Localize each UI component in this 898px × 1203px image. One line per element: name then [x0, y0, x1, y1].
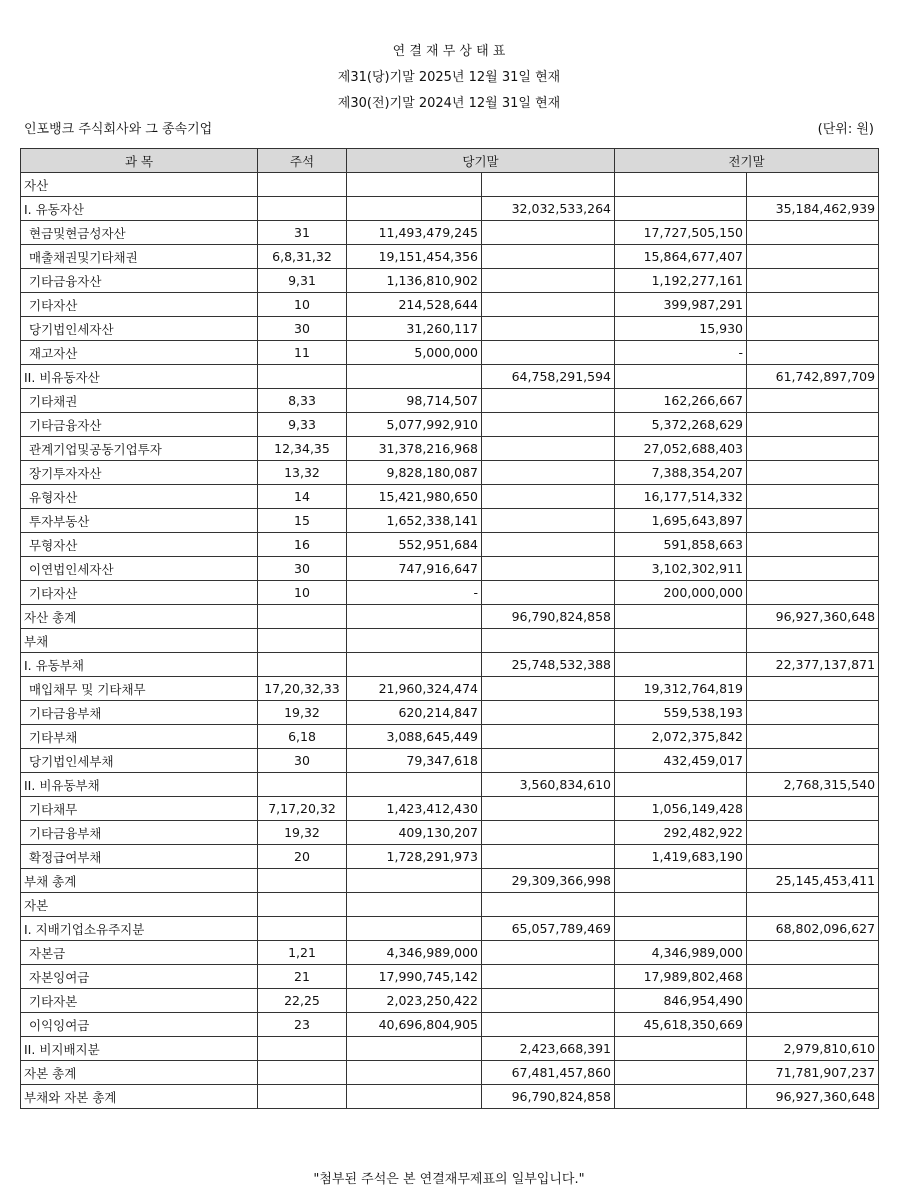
account-name-cell: 이익잉여금 [21, 1013, 258, 1037]
account-name-cell: 관계기업및공동기업투자 [21, 437, 258, 461]
prior-detail-cell: 1,695,643,897 [615, 509, 747, 533]
note-cell [258, 653, 347, 677]
footnote: "첨부된 주석은 본 연결재무제표의 일부입니다." [313, 1172, 585, 1187]
table-row [21, 485, 879, 509]
statement-title: 연 결 재 무 상 태 표 [392, 44, 506, 59]
account-name-cell: I. 지배기업소유주지분 [21, 917, 258, 941]
note-cell: 23 [258, 1013, 347, 1037]
current-detail-cell: 1,136,810,902 [347, 269, 482, 293]
account-name-cell: 자본잉여금 [21, 965, 258, 989]
table-row [21, 581, 879, 605]
table-row [21, 1013, 879, 1037]
current-detail-cell: 5,000,000 [347, 341, 482, 365]
current-detail-cell: 5,077,992,910 [347, 413, 482, 437]
current-detail-cell: 11,493,479,245 [347, 221, 482, 245]
account-name-cell: 기타채무 [21, 797, 258, 821]
note-cell [258, 1061, 347, 1085]
account-name-cell: 무형자산 [21, 533, 258, 557]
current-detail-cell: 79,347,618 [347, 749, 482, 773]
account-name-cell: 이연법인세자산 [21, 557, 258, 581]
note-cell: 11 [258, 341, 347, 365]
account-name-cell: 기타자산 [21, 581, 258, 605]
table-row [21, 461, 879, 485]
table-row [21, 989, 879, 1013]
prior-subtotal-cell [747, 221, 879, 245]
table-row [21, 797, 879, 821]
prior-subtotal-cell [747, 461, 879, 485]
current-subtotal-cell [482, 893, 615, 917]
table-row [21, 629, 879, 653]
current-subtotal-cell [482, 581, 615, 605]
current-detail-cell: 19,151,454,356 [347, 245, 482, 269]
prior-detail-cell: 1,056,149,428 [615, 797, 747, 821]
prior-subtotal-cell: 25,145,453,411 [747, 869, 879, 893]
account-name-cell: 매출채권및기타채권 [21, 245, 258, 269]
current-detail-cell [347, 629, 482, 653]
note-cell [258, 893, 347, 917]
table-row [21, 365, 879, 389]
table-row [21, 701, 879, 725]
current-detail-cell: 2,023,250,422 [347, 989, 482, 1013]
current-subtotal-cell: 64,758,291,594 [482, 365, 615, 389]
prior-detail-cell: 17,989,802,468 [615, 965, 747, 989]
prior-subtotal-cell: 96,927,360,648 [747, 605, 879, 629]
prior-detail-cell: 5,372,268,629 [615, 413, 747, 437]
current-subtotal-cell: 29,309,366,998 [482, 869, 615, 893]
prior-detail-cell [615, 1085, 747, 1109]
table-row [21, 269, 879, 293]
note-cell [258, 197, 347, 221]
current-detail-cell [347, 893, 482, 917]
prior-detail-cell: 3,102,302,911 [615, 557, 747, 581]
prior-detail-cell: 7,388,354,207 [615, 461, 747, 485]
account-name-cell: 자본 [21, 893, 258, 917]
prior-detail-cell: 200,000,000 [615, 581, 747, 605]
current-detail-cell: 40,696,804,905 [347, 1013, 482, 1037]
table-row [21, 341, 879, 365]
current-detail-cell: 1,652,338,141 [347, 509, 482, 533]
table-row [21, 437, 879, 461]
account-name-cell: 기타금융부채 [21, 701, 258, 725]
table-row [21, 557, 879, 581]
prior-subtotal-cell [747, 1013, 879, 1037]
table-body [21, 173, 879, 1109]
current-detail-cell [347, 869, 482, 893]
table-row [21, 725, 879, 749]
table-row [21, 533, 879, 557]
current-subtotal-cell: 96,790,824,858 [482, 1085, 615, 1109]
current-subtotal-cell [482, 965, 615, 989]
note-cell [258, 917, 347, 941]
account-name-cell: 부채와 자본 총계 [21, 1085, 258, 1109]
current-detail-cell: 17,990,745,142 [347, 965, 482, 989]
current-detail-cell: 9,828,180,087 [347, 461, 482, 485]
note-cell: 10 [258, 293, 347, 317]
note-cell: 9,33 [258, 413, 347, 437]
prior-subtotal-cell: 22,377,137,871 [747, 653, 879, 677]
account-name-cell: 투자부동산 [21, 509, 258, 533]
note-cell: 13,32 [258, 461, 347, 485]
table-row [21, 413, 879, 437]
current-detail-cell: 214,528,644 [347, 293, 482, 317]
current-detail-cell [347, 653, 482, 677]
prior-subtotal-cell [747, 797, 879, 821]
prior-subtotal-cell [747, 293, 879, 317]
account-name-cell: 부채 총계 [21, 869, 258, 893]
prior-subtotal-cell: 2,979,810,610 [747, 1037, 879, 1061]
note-cell [258, 605, 347, 629]
current-detail-cell [347, 605, 482, 629]
account-name-cell: 기타채권 [21, 389, 258, 413]
note-cell [258, 629, 347, 653]
note-cell: 30 [258, 317, 347, 341]
prior-detail-cell: 399,987,291 [615, 293, 747, 317]
prior-subtotal-cell [747, 845, 879, 869]
prior-subtotal-cell [747, 965, 879, 989]
prior-detail-cell: 846,954,490 [615, 989, 747, 1013]
table-row [21, 869, 879, 893]
current-detail-cell [347, 917, 482, 941]
prior-detail-cell [615, 893, 747, 917]
prior-detail-cell: - [615, 341, 747, 365]
prior-subtotal-cell [747, 509, 879, 533]
col-header-note: 주석 [258, 149, 347, 173]
account-name-cell: 기타금융부채 [21, 821, 258, 845]
current-subtotal-cell: 96,790,824,858 [482, 605, 615, 629]
prior-subtotal-cell: 71,781,907,237 [747, 1061, 879, 1085]
table-row [21, 941, 879, 965]
note-cell: 8,33 [258, 389, 347, 413]
table-row [21, 173, 879, 197]
prior-detail-cell: 17,727,505,150 [615, 221, 747, 245]
table-row [21, 605, 879, 629]
account-name-cell: 장기투자자산 [21, 461, 258, 485]
current-subtotal-cell [482, 269, 615, 293]
prior-subtotal-cell: 96,927,360,648 [747, 1085, 879, 1109]
table-row [21, 1061, 879, 1085]
current-detail-cell: 1,423,412,430 [347, 797, 482, 821]
prior-detail-cell [615, 173, 747, 197]
prior-detail-cell [615, 653, 747, 677]
unit-label: (단위: 원) [817, 122, 874, 137]
table-row [21, 1037, 879, 1061]
prior-subtotal-cell [747, 437, 879, 461]
account-name-cell: 기타자본 [21, 989, 258, 1013]
prior-subtotal-cell [747, 389, 879, 413]
prior-detail-cell: 432,459,017 [615, 749, 747, 773]
current-subtotal-cell [482, 485, 615, 509]
note-cell: 16 [258, 533, 347, 557]
note-cell: 10 [258, 581, 347, 605]
current-subtotal-cell [482, 173, 615, 197]
current-detail-cell [347, 773, 482, 797]
prior-subtotal-cell [747, 749, 879, 773]
account-name-cell: 매입채무 및 기타채무 [21, 677, 258, 701]
current-subtotal-cell [482, 845, 615, 869]
account-name-cell: 기타자산 [21, 293, 258, 317]
note-cell: 9,31 [258, 269, 347, 293]
prior-detail-cell [615, 365, 747, 389]
note-cell: 12,34,35 [258, 437, 347, 461]
prior-subtotal-cell [747, 245, 879, 269]
current-detail-cell [347, 1061, 482, 1085]
prior-subtotal-cell [747, 725, 879, 749]
prior-subtotal-cell [747, 893, 879, 917]
account-name-cell: II. 비지배지분 [21, 1037, 258, 1061]
prior-detail-cell: 16,177,514,332 [615, 485, 747, 509]
prior-detail-cell [615, 629, 747, 653]
current-subtotal-cell: 3,560,834,610 [482, 773, 615, 797]
note-cell [258, 1085, 347, 1109]
current-detail-cell: 21,960,324,474 [347, 677, 482, 701]
current-detail-cell: 552,951,684 [347, 533, 482, 557]
current-detail-cell [347, 365, 482, 389]
current-subtotal-cell [482, 701, 615, 725]
account-name-cell: 유형자산 [21, 485, 258, 509]
current-subtotal-cell [482, 245, 615, 269]
current-subtotal-cell [482, 317, 615, 341]
note-cell: 20 [258, 845, 347, 869]
prior-detail-cell [615, 1061, 747, 1085]
prior-detail-cell: 1,419,683,190 [615, 845, 747, 869]
prior-detail-cell: 292,482,922 [615, 821, 747, 845]
account-name-cell: 확정급여부채 [21, 845, 258, 869]
prior-detail-cell [615, 869, 747, 893]
prior-subtotal-cell: 61,742,897,709 [747, 365, 879, 389]
current-subtotal-cell [482, 557, 615, 581]
note-cell: 31 [258, 221, 347, 245]
table-row [21, 293, 879, 317]
table-row [21, 773, 879, 797]
note-cell: 30 [258, 557, 347, 581]
prior-subtotal-cell [747, 485, 879, 509]
current-subtotal-cell [482, 293, 615, 317]
table-row [21, 653, 879, 677]
account-name-cell: 자산 [21, 173, 258, 197]
table-row [21, 917, 879, 941]
prior-detail-cell [615, 605, 747, 629]
note-cell [258, 869, 347, 893]
account-name-cell: II. 비유동자산 [21, 365, 258, 389]
current-subtotal-cell [482, 341, 615, 365]
table-row [21, 893, 879, 917]
prior-subtotal-cell [747, 677, 879, 701]
current-subtotal-cell [482, 725, 615, 749]
col-header-current: 당기말 [347, 149, 615, 173]
note-cell [258, 173, 347, 197]
prior-detail-cell [615, 197, 747, 221]
prior-subtotal-cell: 35,184,462,939 [747, 197, 879, 221]
prior-detail-cell: 2,072,375,842 [615, 725, 747, 749]
note-cell: 17,20,32,33 [258, 677, 347, 701]
prior-subtotal-cell [747, 533, 879, 557]
current-detail-cell: 747,916,647 [347, 557, 482, 581]
current-detail-cell: 409,130,207 [347, 821, 482, 845]
table-row [21, 389, 879, 413]
note-cell: 6,18 [258, 725, 347, 749]
prior-detail-cell: 45,618,350,669 [615, 1013, 747, 1037]
current-subtotal-cell: 32,032,533,264 [482, 197, 615, 221]
current-subtotal-cell [482, 821, 615, 845]
balance-sheet-table [20, 148, 879, 1109]
table-header-row [21, 149, 879, 173]
prior-subtotal-cell [747, 989, 879, 1013]
note-cell: 7,17,20,32 [258, 797, 347, 821]
table-row [21, 317, 879, 341]
prior-detail-cell: 4,346,989,000 [615, 941, 747, 965]
account-name-cell: 기타금융자산 [21, 413, 258, 437]
table-row [21, 1085, 879, 1109]
account-name-cell: II. 비유동부채 [21, 773, 258, 797]
note-cell: 14 [258, 485, 347, 509]
current-subtotal-cell: 65,057,789,469 [482, 917, 615, 941]
prior-subtotal-cell [747, 413, 879, 437]
prior-detail-cell: 15,864,677,407 [615, 245, 747, 269]
current-detail-cell: 3,088,645,449 [347, 725, 482, 749]
current-subtotal-cell [482, 509, 615, 533]
prior-detail-cell [615, 1037, 747, 1061]
prior-detail-cell [615, 917, 747, 941]
current-detail-cell [347, 1085, 482, 1109]
current-subtotal-cell: 2,423,668,391 [482, 1037, 615, 1061]
current-subtotal-cell [482, 533, 615, 557]
note-cell [258, 773, 347, 797]
prior-detail-cell: 162,266,667 [615, 389, 747, 413]
note-cell: 1,21 [258, 941, 347, 965]
prior-detail-cell: 15,930 [615, 317, 747, 341]
period-current: 제31(당)기말 2025년 12월 31일 현재 [337, 70, 561, 85]
current-subtotal-cell [482, 797, 615, 821]
prior-subtotal-cell [747, 821, 879, 845]
current-detail-cell [347, 197, 482, 221]
note-cell: 19,32 [258, 821, 347, 845]
prior-subtotal-cell [747, 629, 879, 653]
account-name-cell: 재고자산 [21, 341, 258, 365]
current-detail-cell: 620,214,847 [347, 701, 482, 725]
note-cell [258, 365, 347, 389]
account-name-cell: 현금및현금성자산 [21, 221, 258, 245]
current-detail-cell [347, 1037, 482, 1061]
prior-subtotal-cell [747, 581, 879, 605]
account-name-cell: 부채 [21, 629, 258, 653]
note-cell: 19,32 [258, 701, 347, 725]
current-subtotal-cell [482, 629, 615, 653]
current-subtotal-cell: 25,748,532,388 [482, 653, 615, 677]
table-row [21, 749, 879, 773]
current-subtotal-cell [482, 413, 615, 437]
table-row [21, 965, 879, 989]
account-name-cell: 기타부채 [21, 725, 258, 749]
note-cell: 6,8,31,32 [258, 245, 347, 269]
account-name-cell: I. 유동자산 [21, 197, 258, 221]
current-subtotal-cell [482, 749, 615, 773]
current-detail-cell [347, 173, 482, 197]
current-detail-cell: - [347, 581, 482, 605]
period-prior: 제30(전)기말 2024년 12월 31일 현재 [337, 96, 561, 111]
current-subtotal-cell [482, 677, 615, 701]
table-row [21, 845, 879, 869]
prior-detail-cell: 559,538,193 [615, 701, 747, 725]
current-subtotal-cell [482, 437, 615, 461]
current-detail-cell: 31,378,216,968 [347, 437, 482, 461]
current-subtotal-cell [482, 221, 615, 245]
table-row [21, 677, 879, 701]
prior-subtotal-cell [747, 173, 879, 197]
account-name-cell: 기타금융자산 [21, 269, 258, 293]
current-subtotal-cell [482, 941, 615, 965]
prior-subtotal-cell [747, 941, 879, 965]
note-cell: 22,25 [258, 989, 347, 1013]
account-name-cell: I. 유동부채 [21, 653, 258, 677]
company-name: 인포뱅크 주식회사와 그 종속기업 [24, 122, 213, 137]
table-row [21, 245, 879, 269]
account-name-cell: 자본 총계 [21, 1061, 258, 1085]
current-subtotal-cell [482, 461, 615, 485]
prior-detail-cell: 1,192,277,161 [615, 269, 747, 293]
col-header-account: 과 목 [21, 149, 258, 173]
account-name-cell: 자산 총계 [21, 605, 258, 629]
current-detail-cell: 15,421,980,650 [347, 485, 482, 509]
col-header-prior: 전기말 [615, 149, 879, 173]
account-name-cell: 당기법인세부채 [21, 749, 258, 773]
prior-detail-cell: 27,052,688,403 [615, 437, 747, 461]
current-subtotal-cell [482, 989, 615, 1013]
current-detail-cell: 4,346,989,000 [347, 941, 482, 965]
prior-detail-cell [615, 773, 747, 797]
table-row [21, 221, 879, 245]
prior-subtotal-cell [747, 701, 879, 725]
current-detail-cell: 31,260,117 [347, 317, 482, 341]
note-cell: 30 [258, 749, 347, 773]
prior-subtotal-cell [747, 269, 879, 293]
table-row [21, 197, 879, 221]
prior-detail-cell: 591,858,663 [615, 533, 747, 557]
current-detail-cell: 98,714,507 [347, 389, 482, 413]
account-name-cell: 당기법인세자산 [21, 317, 258, 341]
note-cell: 15 [258, 509, 347, 533]
prior-detail-cell: 19,312,764,819 [615, 677, 747, 701]
prior-subtotal-cell [747, 341, 879, 365]
table-row [21, 821, 879, 845]
prior-subtotal-cell [747, 557, 879, 581]
current-subtotal-cell: 67,481,457,860 [482, 1061, 615, 1085]
prior-subtotal-cell [747, 317, 879, 341]
current-subtotal-cell [482, 1013, 615, 1037]
prior-subtotal-cell: 68,802,096,627 [747, 917, 879, 941]
current-detail-cell: 1,728,291,973 [347, 845, 482, 869]
prior-subtotal-cell: 2,768,315,540 [747, 773, 879, 797]
note-cell: 21 [258, 965, 347, 989]
account-name-cell: 자본금 [21, 941, 258, 965]
current-subtotal-cell [482, 389, 615, 413]
table-row [21, 509, 879, 533]
note-cell [258, 1037, 347, 1061]
